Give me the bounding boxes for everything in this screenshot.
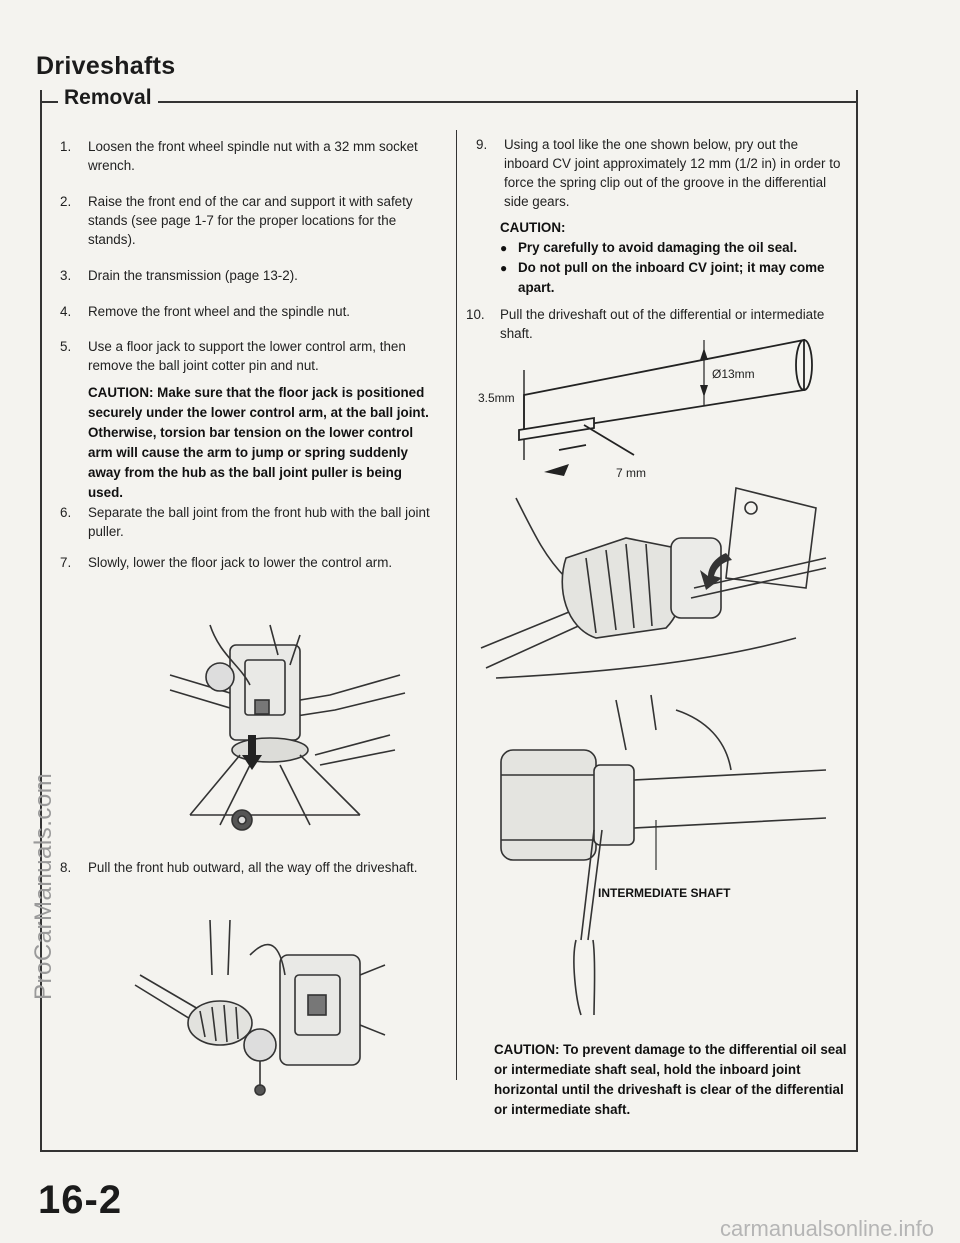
step-3 [60,266,440,285]
caution-bullet: ● Pry carefully to avoid damaging the oil seal. [500,238,844,258]
step-text: Pull the front hub outward, all the way off the driveshaft. [88,860,418,875]
step-text: Drain the transmission (page 13-2). [88,268,298,283]
floor-jack-illustration [150,615,420,845]
step-number: 1. [60,139,72,154]
pry-tool-diagram [474,330,844,480]
side-watermark: ProCarManuals.com [30,772,57,1000]
step-number: 10. [466,307,485,322]
diameter-label: Ø13mm [712,367,755,381]
bullet-dot-icon: ● [500,261,508,275]
step-text: Loosen the front wheel spindle nut with a 32 mm socket wrench. [88,139,418,173]
column-divider [456,130,457,1080]
step-1 [60,137,440,175]
page-title: Driveshafts [36,52,176,80]
step5-caution: CAUTION: Make sure that the floor jack is positioned securely under the lower control arm, at the ball joint. Otherwise, torsion bar tension on the lower control arm will cause the arm to jump or spring suddenly away from the hub as the ball joint puller is being used. [88,385,429,500]
intermediate-shaft-illustration [476,690,836,1020]
step-text: Pull the driveshaft out of the differential or intermediate shaft. [500,307,825,341]
caution-bullet: ● Do not pull on the inboard CV joint; it may come apart. [500,258,844,298]
step-number: 9. [476,137,488,152]
step-text: Raise the front end of the car and support it with safety stands (see page 1-7 for the proper locations for the stands). [88,194,413,247]
step-number: 2. [60,194,72,209]
cv-joint-pry-illustration [476,478,836,688]
step-4 [60,302,440,321]
step-6 [60,503,440,541]
width-label: 7 mm [616,466,646,480]
step9-caution [500,218,844,298]
step-number: 5. [60,339,72,354]
step-8 [60,858,440,877]
section-title: Removal [58,86,158,110]
thickness-label: 3.5mm [478,391,515,405]
step-2 [60,192,440,249]
step-9 [476,135,844,211]
page-number: 16-2 [38,1178,123,1222]
step-text: Separate the ball joint from the front hub with the ball joint puller. [88,505,430,539]
intermediate-shaft-label: INTERMEDIATE SHAFT [598,886,731,900]
step-text: Use a floor jack to support the lower control arm, then remove the ball joint cotter pin and nut. [88,339,406,373]
step-text: Using a tool like the one shown below, pry out the inboard CV joint approximately 12 mm (1/2 in) in order to force the spring clip out of the groove in the differential side gears. [504,137,841,209]
bottom-watermark: carmanualsonline.info [719,1216,934,1241]
bullet-dot-icon: ● [500,241,508,255]
step-number: 7. [60,555,72,570]
step-number: 6. [60,505,72,520]
front-hub-illustration [130,915,390,1100]
step-text: Slowly, lower the floor jack to lower the control arm. [88,555,393,570]
step-7 [60,553,440,572]
step-5 [60,337,440,375]
step-number: 4. [60,304,72,319]
caution-heading: CAUTION: [500,220,566,235]
bottom-caution: CAUTION: To prevent damage to the differential oil seal or intermediate shaft seal, hold the inboard joint horizontal until the driveshaft is clear of the differential or intermediate shaft. [494,1042,847,1117]
step-text: Remove the front wheel and the spindle nut. [88,304,351,319]
step-number: 8. [60,860,72,875]
step-number: 3. [60,268,72,283]
